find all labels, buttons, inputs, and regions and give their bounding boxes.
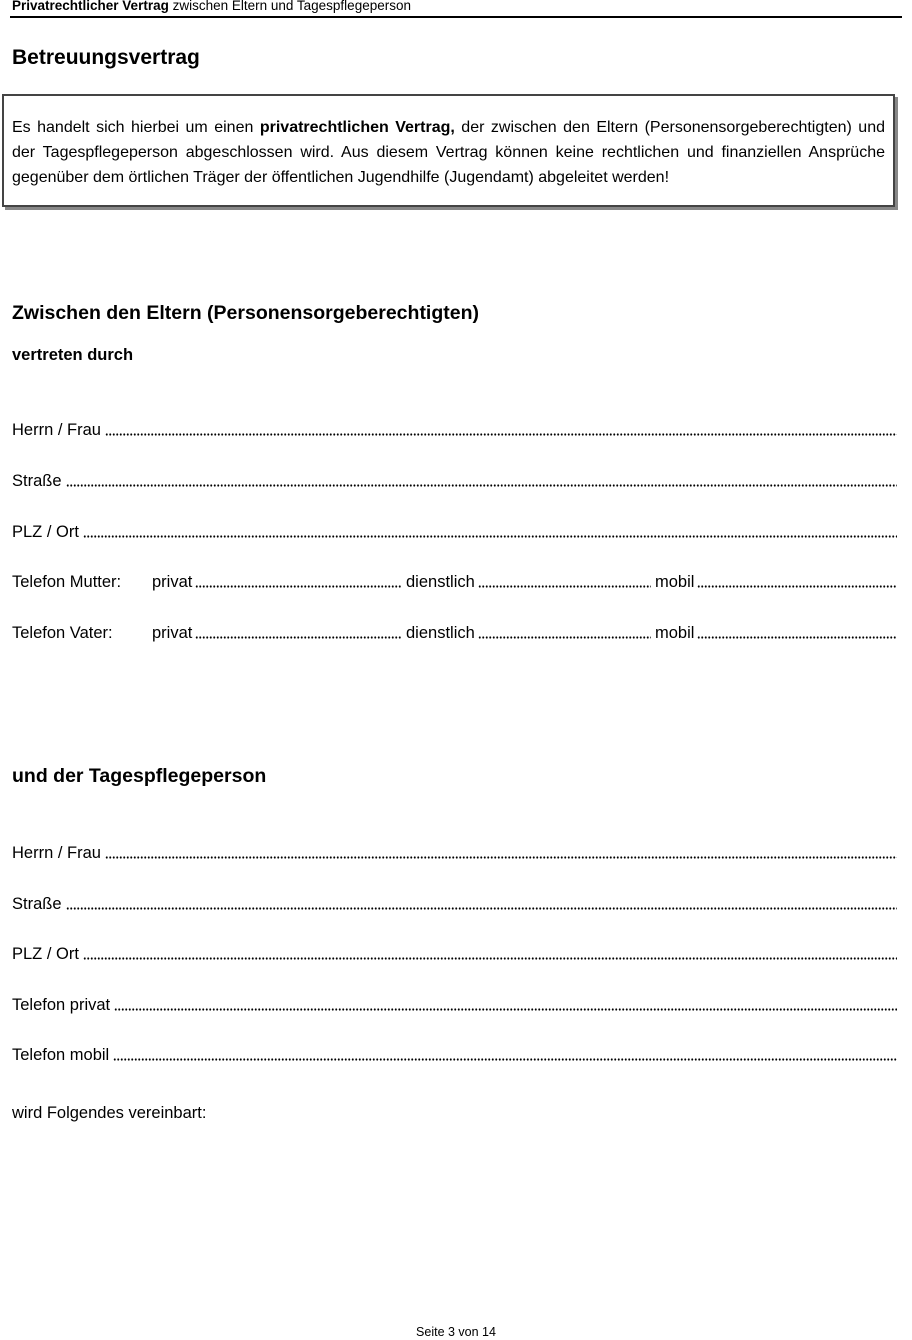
parent-street-field[interactable] <box>12 469 897 491</box>
parent-city-dotted-line[interactable] <box>83 535 897 538</box>
parents-heading: Zwischen den Eltern (Personensorgeberechtigten) <box>12 302 480 324</box>
notice-box <box>2 94 895 207</box>
parent-city-label: PLZ / Ort <box>12 523 79 541</box>
phone-mother-private-label: privat <box>152 573 193 591</box>
phone-mother-mobile-field[interactable] <box>655 570 897 592</box>
document-title: Betreuungsvertrag <box>12 46 200 69</box>
running-header-bold: Privatrechtlicher Vertrag <box>12 0 169 13</box>
phone-mother-business-field[interactable] <box>406 570 651 592</box>
notice-text <box>4 96 893 190</box>
phone-father-private-dotted-line[interactable] <box>195 636 402 639</box>
caregiver-street-label: Straße <box>12 895 62 913</box>
phone-father-label: Telefon Vater: <box>12 624 113 642</box>
parent-name-dotted-line[interactable] <box>105 433 897 436</box>
caregiver-phone-mobile-field[interactable] <box>12 1043 897 1065</box>
phone-mother-label: Telefon Mutter: <box>12 573 122 591</box>
phone-father-business-label: dienstlich <box>406 624 475 642</box>
parent-name-field[interactable] <box>12 418 897 440</box>
caregiver-phone-private-dotted-line[interactable] <box>114 1008 897 1011</box>
notice-text-part2: der zwischen den Eltern (Personensorgeberechtigten) und der Tagespflegeperson abgeschlossen wird. Aus diesem Vertrag können keine rechtlichen und finanziellen Ansprüche gegenüber dem örtlichen Träger der öffentlichen Jugendhilfe (Jugendamt) abgeleitet werden! <box>12 119 885 186</box>
caregiver-street-field[interactable] <box>12 892 897 914</box>
notice-text-part1: Es handelt sich hierbei um einen <box>12 119 260 136</box>
phone-father-business-field[interactable] <box>406 621 651 643</box>
running-header <box>12 0 411 13</box>
parent-street-dotted-line[interactable] <box>66 484 897 487</box>
caregiver-name-label: Herrn / Frau <box>12 844 101 862</box>
caregiver-street-dotted-line[interactable] <box>66 907 897 910</box>
closing-text: wird Folgendes vereinbart: <box>12 1104 207 1122</box>
phone-father-mobile-label: mobil <box>655 624 695 642</box>
page-number: Seite 3 von 14 <box>416 1325 496 1339</box>
phone-father-business-dotted-line[interactable] <box>478 636 651 639</box>
phone-mother-private-dotted-line[interactable] <box>195 585 402 588</box>
notice-text-bold: privatrechtlichen Vertrag, <box>259 119 455 136</box>
parent-name-label: Herrn / Frau <box>12 421 101 439</box>
header-rule <box>10 16 902 18</box>
caregiver-name-field[interactable] <box>12 841 897 863</box>
caregiver-heading: und der Tagespflegeperson <box>12 765 267 787</box>
phone-mother-row <box>12 570 897 592</box>
parent-street-label: Straße <box>12 472 62 490</box>
caregiver-city-dotted-line[interactable] <box>83 957 897 960</box>
phone-father-private-field[interactable] <box>152 621 402 643</box>
phone-father-row <box>12 621 897 643</box>
phone-father-private-label: privat <box>152 624 193 642</box>
phone-mother-private-field[interactable] <box>152 570 402 592</box>
parent-city-field[interactable] <box>12 520 897 542</box>
phone-mother-business-dotted-line[interactable] <box>478 585 651 588</box>
parents-subheading: vertreten durch <box>12 346 134 364</box>
caregiver-phone-private-label: Telefon privat <box>12 996 111 1014</box>
caregiver-city-field[interactable] <box>12 942 897 964</box>
caregiver-phone-mobile-dotted-line[interactable] <box>113 1058 897 1061</box>
phone-mother-mobile-label: mobil <box>655 573 695 591</box>
running-header-rest: zwischen Eltern und Tagespflegeperson <box>168 0 411 13</box>
caregiver-name-dotted-line[interactable] <box>105 856 897 859</box>
caregiver-phone-private-field[interactable] <box>12 993 897 1015</box>
phone-mother-mobile-dotted-line[interactable] <box>697 585 897 588</box>
phone-father-mobile-dotted-line[interactable] <box>697 636 897 639</box>
caregiver-city-label: PLZ / Ort <box>12 945 79 963</box>
phone-father-mobile-field[interactable] <box>655 621 897 643</box>
caregiver-phone-mobile-label: Telefon mobil <box>12 1046 110 1064</box>
phone-mother-business-label: dienstlich <box>406 573 475 591</box>
